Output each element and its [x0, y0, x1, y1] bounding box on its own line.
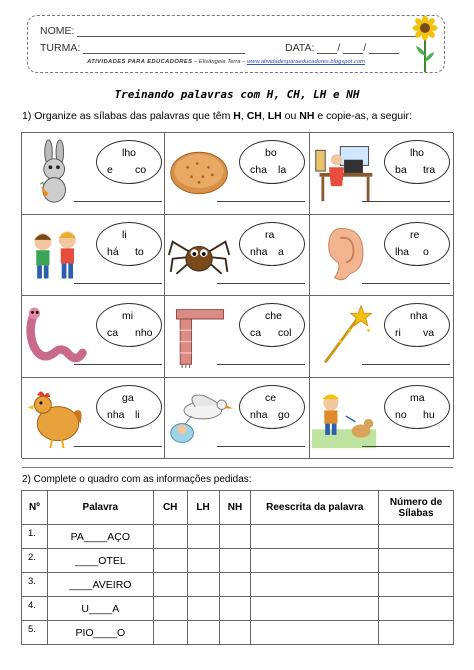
- answer-line[interactable]: [362, 446, 450, 447]
- syllable: nho: [135, 327, 153, 339]
- answer-line[interactable]: [217, 201, 305, 202]
- table-row: [22, 549, 454, 573]
- syllable: li: [135, 408, 140, 421]
- children-icon: [24, 219, 90, 289]
- lh-checkbox-cell[interactable]: [187, 525, 219, 549]
- word-cell: [310, 215, 454, 297]
- syllable: tra: [423, 164, 436, 176]
- date-separator: /: [337, 42, 341, 54]
- syllable: no: [395, 408, 407, 421]
- syllable: la: [278, 164, 287, 176]
- ch-checkbox-cell[interactable]: [153, 597, 187, 621]
- answer-line[interactable]: [217, 364, 305, 365]
- table-row: [22, 621, 454, 645]
- spider-icon: [167, 219, 233, 289]
- row-number: 2.: [22, 549, 48, 573]
- syllable-bubble: [384, 385, 450, 429]
- date-line: [285, 42, 399, 54]
- syllable-bubble: [384, 303, 450, 347]
- class-field[interactable]: [83, 45, 245, 54]
- rewrite-cell[interactable]: [251, 621, 379, 645]
- syllable: col: [278, 327, 292, 339]
- syllable: o: [423, 245, 429, 258]
- rewrite-cell[interactable]: [251, 597, 379, 621]
- name-line: [40, 25, 417, 37]
- sunflower-icon: [412, 16, 438, 74]
- syllable: ma: [410, 391, 425, 404]
- syllable-bubble: [96, 385, 162, 429]
- syllable: nha: [410, 310, 428, 322]
- syllable: ca: [250, 327, 262, 339]
- class-label: TURMA:: [40, 42, 81, 54]
- syllable: go: [278, 408, 290, 421]
- section-divider: [22, 467, 453, 468]
- answer-line[interactable]: [362, 364, 450, 365]
- credits-link[interactable]: www.atividadesparaeducadores.blogspot.com: [246, 59, 365, 65]
- syllable: lho: [410, 147, 425, 159]
- question-2: 2) Complete o quadro com as informações pedidas:: [22, 474, 252, 485]
- answer-line[interactable]: [74, 364, 162, 365]
- syllable-bubble: [96, 303, 162, 347]
- office-worker-icon: [312, 137, 378, 207]
- nh-checkbox-cell[interactable]: [219, 597, 251, 621]
- syllable: nha: [107, 408, 125, 421]
- syllable: che: [265, 310, 282, 322]
- credits-brand: ATIVIDADES PARA EDUCADORES: [87, 59, 193, 65]
- syllable-bubble: [239, 140, 305, 184]
- rewrite-cell[interactable]: [251, 573, 379, 597]
- table-row: [22, 573, 454, 597]
- ch-checkbox-cell[interactable]: [153, 621, 187, 645]
- syllable: re: [410, 228, 420, 241]
- ear-icon: [312, 219, 378, 289]
- ch-checkbox-cell[interactable]: [153, 549, 187, 573]
- table-row: [22, 597, 454, 621]
- q1-h: H: [233, 110, 241, 122]
- syllable: nha: [250, 245, 268, 258]
- word-with-blank: PA____AÇO: [47, 525, 153, 549]
- answer-table: [21, 490, 454, 645]
- syllable: hu: [423, 408, 435, 421]
- word-cell: [22, 215, 165, 297]
- worm-icon: [24, 300, 90, 370]
- syllable: ra: [265, 228, 275, 241]
- syllable: co: [135, 164, 147, 176]
- syllable-count-cell[interactable]: [379, 597, 454, 621]
- word-cell: [310, 378, 454, 460]
- syllable: bo: [265, 147, 277, 159]
- q1-sep: ,: [240, 110, 247, 122]
- word-with-blank: ____AVEIRO: [47, 573, 153, 597]
- syllable-grid: [21, 132, 453, 458]
- syllable: ba: [395, 164, 407, 176]
- lh-checkbox-cell[interactable]: [187, 597, 219, 621]
- rabbit-icon: [24, 137, 90, 207]
- scarf-icon: [167, 300, 233, 370]
- hen-icon: [24, 382, 90, 452]
- word-cell: [165, 133, 310, 215]
- ch-checkbox-cell[interactable]: [153, 525, 187, 549]
- lh-checkbox-cell[interactable]: [187, 621, 219, 645]
- syllable-bubble: [384, 222, 450, 266]
- syllable-bubble: [239, 303, 305, 347]
- magic-wand-icon: [312, 300, 378, 370]
- row-number: 1.: [22, 525, 48, 549]
- nh-checkbox-cell[interactable]: [219, 549, 251, 573]
- page-title: Treinando palavras com H, CH, LH e NH: [114, 88, 360, 101]
- date-month-field[interactable]: [343, 45, 363, 54]
- answer-line[interactable]: [74, 283, 162, 284]
- table-row: [22, 525, 454, 549]
- row-number: 5.: [22, 621, 48, 645]
- col-header-syllables: Número de Sílabas: [379, 491, 454, 525]
- syllable: e: [107, 164, 113, 176]
- word-cell: [165, 378, 310, 460]
- word-cell: [310, 296, 454, 378]
- syllable: to: [135, 245, 144, 258]
- syllable-count-cell[interactable]: [379, 573, 454, 597]
- boy-dog-icon: [312, 382, 378, 452]
- word-with-blank: ____OTEL: [47, 549, 153, 573]
- syllable-bubble: [384, 140, 450, 184]
- col-header-ch: CH: [153, 491, 187, 525]
- syllable: ri: [395, 327, 401, 339]
- syllable: lha: [395, 245, 410, 258]
- lh-checkbox-cell[interactable]: [187, 573, 219, 597]
- col-header-lh: LH: [187, 491, 219, 525]
- question-1: [22, 110, 412, 122]
- word-cell: [165, 296, 310, 378]
- row-number: 3.: [22, 573, 48, 597]
- word-cell: [310, 133, 454, 215]
- syllable: mi: [122, 310, 134, 322]
- stork-baby-icon: [167, 382, 233, 452]
- table-header-row: [22, 491, 454, 525]
- rewrite-cell[interactable]: [251, 525, 379, 549]
- col-header-nh: NH: [219, 491, 251, 525]
- answer-line[interactable]: [362, 283, 450, 284]
- row-number: 4.: [22, 597, 48, 621]
- q1-lh: LH: [267, 110, 282, 122]
- date-separator: /: [363, 42, 367, 54]
- name-label: NOME:: [40, 25, 75, 37]
- nh-checkbox-cell[interactable]: [219, 525, 251, 549]
- date-day-field[interactable]: [317, 45, 337, 54]
- lh-checkbox-cell[interactable]: [187, 549, 219, 573]
- col-header-number: Nº: [22, 491, 48, 525]
- syllable: cha: [250, 164, 267, 176]
- syllable: nha: [250, 408, 268, 421]
- ch-checkbox-cell[interactable]: [153, 573, 187, 597]
- syllable-count-cell[interactable]: [379, 621, 454, 645]
- answer-line[interactable]: [362, 201, 450, 202]
- syllable-bubble: [96, 222, 162, 266]
- syllable: lho: [122, 147, 137, 159]
- credits-author: – Elisângela Terra –: [192, 59, 247, 65]
- syllable-bubble: [239, 385, 305, 429]
- q1-suffix: e copie-as, a seguir:: [314, 110, 412, 122]
- word-cell: [22, 133, 165, 215]
- syllable: va: [423, 327, 435, 339]
- col-header-word: Palavra: [47, 491, 153, 525]
- answer-line[interactable]: [217, 283, 305, 284]
- q1-sep: ,: [261, 110, 268, 122]
- syllable-bubble: [96, 140, 162, 184]
- syllable-count-cell[interactable]: [379, 549, 454, 573]
- date-label: DATA:: [285, 42, 315, 54]
- syllable: há: [107, 245, 119, 258]
- date-year-field[interactable]: [369, 45, 399, 54]
- syllable: a: [278, 245, 284, 258]
- word-cell: [22, 296, 165, 378]
- syllable: ca: [107, 327, 119, 339]
- word-cell: [165, 215, 310, 297]
- syllable: li: [122, 228, 127, 241]
- q1-nh: NH: [299, 110, 315, 122]
- name-field[interactable]: [77, 28, 417, 37]
- q1-sep: ou: [281, 110, 300, 122]
- nh-checkbox-cell[interactable]: [219, 573, 251, 597]
- answer-line[interactable]: [74, 446, 162, 447]
- answer-line[interactable]: [217, 446, 305, 447]
- word-with-blank: U____A: [47, 597, 153, 621]
- q1-ch: CH: [246, 110, 262, 122]
- syllable: ga: [122, 391, 134, 404]
- syllable: ce: [265, 391, 277, 404]
- credits-line: [40, 59, 412, 65]
- syllable-count-cell[interactable]: [379, 525, 454, 549]
- word-with-blank: PIO____O: [47, 621, 153, 645]
- syllable-bubble: [239, 222, 305, 266]
- class-line: [40, 42, 245, 54]
- rewrite-cell[interactable]: [251, 549, 379, 573]
- col-header-rewrite: Reescrita da palavra: [251, 491, 379, 525]
- word-cell: [22, 378, 165, 460]
- q1-prefix: 1) Organize as sílabas das palavras que têm: [22, 110, 234, 122]
- answer-line[interactable]: [74, 201, 162, 202]
- nh-checkbox-cell[interactable]: [219, 621, 251, 645]
- biscuit-icon: [167, 137, 233, 207]
